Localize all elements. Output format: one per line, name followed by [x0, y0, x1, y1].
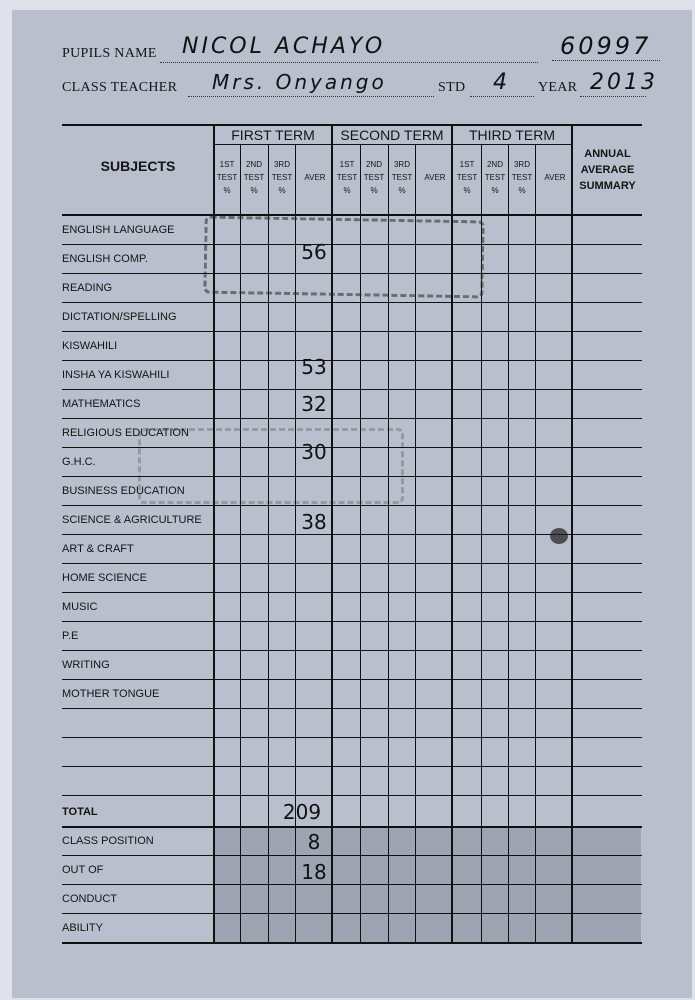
row-line [62, 621, 642, 622]
mark-out-of: 18 [301, 860, 327, 884]
subject-business-education: BUSINESS EDUCATION [62, 485, 185, 497]
table-top-border [62, 124, 642, 126]
pupils-name-label: PUPILS NAME [62, 46, 157, 61]
row-line [62, 389, 642, 390]
third-term-3rd-test-header: 3RD TEST % [511, 160, 533, 195]
subject-science-agriculture: SCIENCE & AGRICULTURE [62, 514, 202, 526]
third-term-aver-header: AVER [544, 173, 566, 182]
std-label: STD [438, 80, 466, 95]
row-line [62, 505, 642, 506]
row-line [62, 563, 642, 564]
second-term-3rd-test-header: 3RD TEST % [391, 160, 413, 195]
admission-dotted-line [552, 60, 660, 61]
mark-english-comp: 56 [301, 240, 327, 264]
admission-number: 60997 [560, 32, 652, 60]
mark-ghc: 30 [301, 440, 327, 464]
mark-mathematics: 32 [301, 392, 327, 416]
std-dotted-line [470, 96, 534, 97]
header-bottom-border [62, 214, 642, 216]
annual-line-2: AVERAGE [580, 164, 635, 176]
year-value: 2013 [590, 70, 658, 95]
first-term-2nd-test-header: 2ND TEST % [243, 160, 265, 195]
year-dotted-line [580, 96, 646, 97]
subject-english-comp: ENGLISH COMP. [62, 253, 148, 265]
out-of-label: OUT OF [62, 864, 104, 876]
subject-home-science: HOME SCIENCE [62, 572, 147, 584]
subject-pe: P.E [62, 630, 79, 642]
subject-reading: READING [62, 282, 113, 294]
ink-blot [550, 528, 568, 544]
class-teacher-dotted-line [188, 96, 434, 97]
row-line [62, 737, 642, 738]
annual-line-1: ANNUAL [584, 148, 631, 160]
third-term-2nd-test-header: 2ND TEST % [484, 160, 506, 195]
class-position-label: CLASS POSITION [62, 835, 154, 847]
total-row-border [62, 826, 642, 828]
row-line [62, 884, 642, 885]
total-label: TOTAL [62, 806, 98, 818]
row-line [62, 795, 642, 796]
row-line [62, 592, 642, 593]
row-line [62, 766, 642, 767]
row-line [62, 302, 642, 303]
annual-line-3: SUMMARY [579, 180, 636, 192]
row-line [62, 360, 642, 361]
col-line [535, 144, 536, 942]
row-line [62, 650, 642, 651]
mark-insha-ya-kiswahili: 53 [301, 355, 327, 379]
subject-kiswahili: KISWAHILI [62, 340, 118, 352]
row-line [62, 913, 642, 914]
subject-music: MUSIC [62, 601, 98, 613]
std-value: 4 [493, 70, 510, 95]
subject-mathematics: MATHEMATICS [62, 398, 141, 410]
table-bottom-border [62, 942, 642, 944]
mark-science-agriculture: 38 [301, 510, 327, 534]
second-term-aver-header: AVER [424, 173, 446, 182]
subject-religious-education: RELIGIOUS EDUCATION [62, 427, 189, 439]
class-teacher-value: Mrs. Onyango [212, 70, 387, 94]
class-teacher-label: CLASS TEACHER [62, 80, 178, 95]
row-line [62, 708, 642, 709]
subject-insha-ya-kiswahili: INSHA YA KISWAHILI [62, 369, 170, 381]
col-line [508, 144, 509, 942]
row-line [62, 418, 642, 419]
row-line [62, 331, 642, 332]
ability-label: ABILITY [62, 922, 103, 934]
mark-total: 209 [282, 800, 322, 824]
first-term-3rd-test-header: 3RD TEST % [271, 160, 293, 195]
second-term-2nd-test-header: 2ND TEST % [363, 160, 385, 195]
subject-english-language: ENGLISH LANGUAGE [62, 224, 175, 236]
row-line [62, 679, 642, 680]
annual-average-summary-header [573, 146, 642, 194]
pupils-name-dotted-line [160, 62, 538, 63]
first-term-1st-test-header: 1ST TEST % [216, 160, 238, 195]
third-term-header: THIRD TERM [468, 127, 556, 143]
first-term-aver-header: AVER [304, 173, 326, 182]
subject-ghc: G.H.C. [62, 456, 96, 468]
subject-art-craft: ART & CRAFT [62, 543, 134, 555]
second-term-header: SECOND TERM [340, 127, 444, 143]
summary-shaded-area [214, 828, 641, 944]
subject-mother-tongue: MOTHER TONGUE [62, 688, 160, 700]
conduct-label: CONDUCT [62, 893, 117, 905]
third-term-1st-test-header: 1ST TEST % [456, 160, 478, 195]
school-stamp-impression [203, 216, 484, 299]
faded-stamp-impression [138, 428, 404, 504]
year-label: YEAR [538, 80, 578, 95]
subject-writing: WRITING [62, 659, 110, 671]
second-term-1st-test-header: 1ST TEST % [336, 160, 358, 195]
subject-dictation-spelling: DICTATION/SPELLING [62, 311, 177, 323]
row-line [62, 855, 642, 856]
mark-class-position: 8 [307, 830, 321, 854]
subjects-header: SUBJECTS [100, 158, 176, 174]
first-term-header: FIRST TERM [231, 127, 315, 143]
pupils-name-value: NICOL ACHAYO [182, 34, 386, 59]
